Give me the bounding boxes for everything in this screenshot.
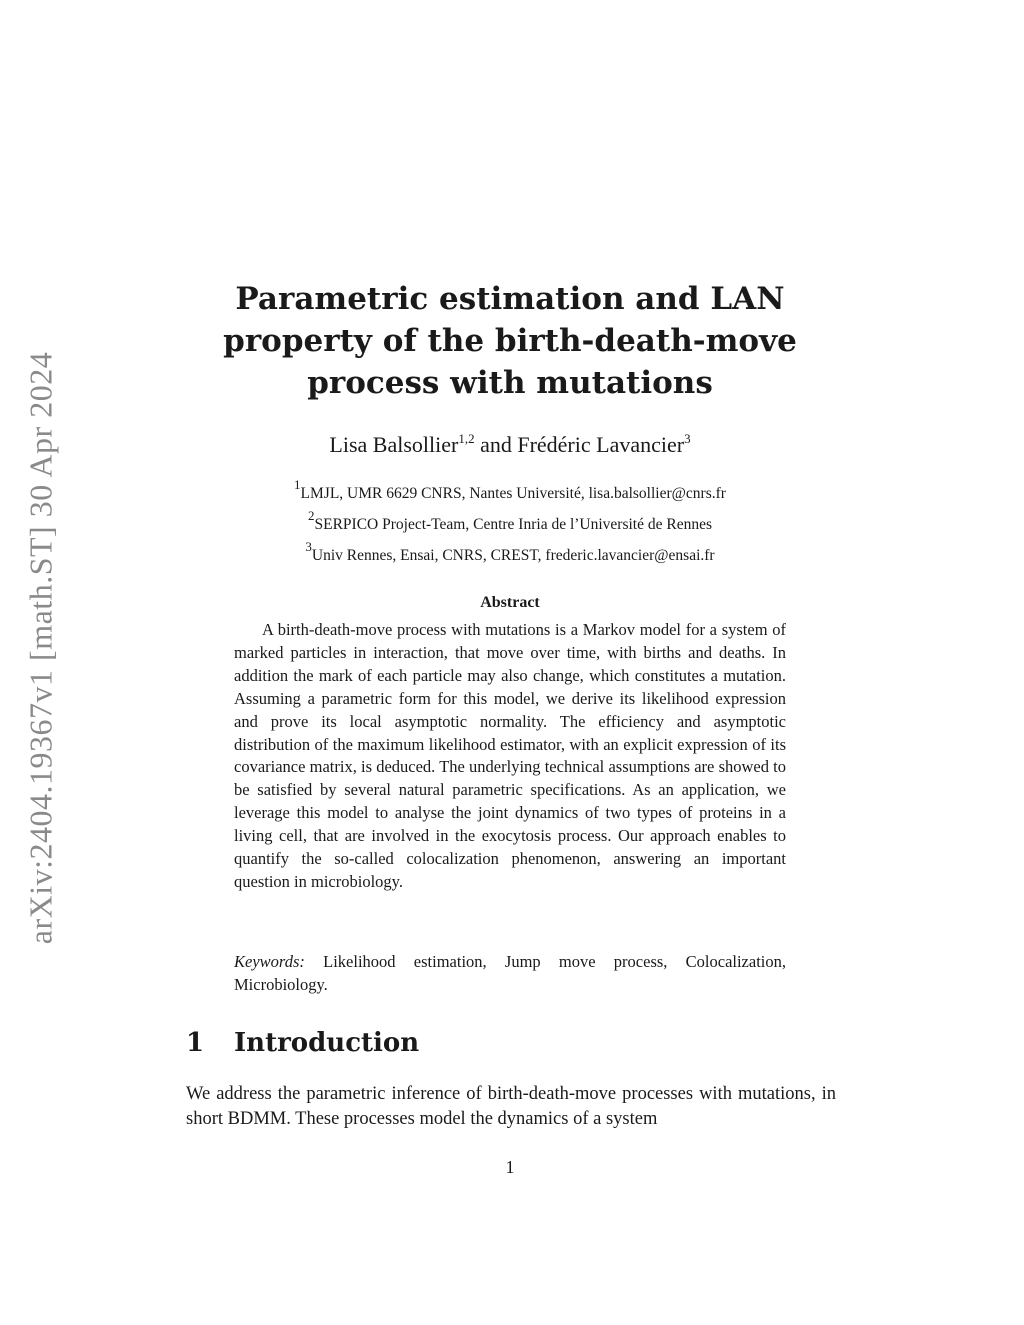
introduction-text: We address the parametric inference of birth-death-move processes with mutations, in short BDMM. These processes model the dynamics of a system: [186, 1084, 836, 1129]
affiliation-text: LMJL, UMR 6629 CNRS, Nantes Université, lisa.balsollier@cnrs.fr: [300, 485, 726, 502]
affiliation: [180, 508, 840, 534]
affiliation-mark: 3: [305, 539, 312, 554]
affiliation-mark: 2: [307, 508, 315, 523]
author-affiliation-mark: 3: [684, 431, 691, 446]
abstract-heading: Abstract: [480, 594, 540, 611]
arxiv-identifier: arXiv:2404.19367v1 [math.ST] 30 Apr 2024: [22, 351, 59, 945]
affiliation-text: SERPICO Project-Team, Centre Inria de l’Université de Rennes: [314, 516, 712, 533]
keywords-label: Keywords:: [234, 952, 305, 971]
section-number: 1: [186, 1028, 205, 1058]
keywords: [234, 951, 786, 997]
author-list: [180, 432, 840, 458]
page-number: 1: [505, 1157, 515, 1177]
affiliation-text: Univ Rennes, Ensai, CNRS, CREST, frederic.lavancier@ensai.fr: [311, 547, 715, 564]
affiliation: [180, 477, 840, 503]
title-line: property of the birth-death-move: [223, 323, 797, 359]
title-line: Parametric estimation and LAN: [235, 281, 785, 317]
paper-title: [180, 278, 840, 404]
section-title: Introduction: [234, 1028, 420, 1058]
affiliation-mark: 1: [294, 477, 301, 492]
keywords-text: Likelihood estimation, Jump move process, Colocalization, Microbiology.: [234, 952, 786, 994]
abstract-text: A birth-death-move process with mutations is a Markov model for a system of marked particles in interaction, that move over time, with births and deaths. In addition the mark of each particle may also change, which constitutes a mutation. Assuming a parametric form for this model, we derive its likelihood expression and prove its local asymptotic normality. The efficiency and asymptotic distribution of the maximum likelihood estimator, with an explicit expression of its covariance matrix, is deduced. The underlying technical assumptions are showed to be satisfied by several natural parametric specifications. As an application, we leverage this model to analyse the joint dynamics of two types of proteins in a living cell, that are involved in the exocytosis process. Our approach enables to quantify the so-called colocalization phenomenon, answering an important question in microbiology.: [234, 620, 786, 891]
author-name: Lisa Balsollier: [329, 432, 459, 457]
affiliation: [180, 539, 840, 565]
author-affiliation-mark: 1,2: [458, 431, 475, 446]
author-connector: and: [474, 432, 518, 457]
author-name: Frédéric Lavancier: [517, 432, 685, 457]
section-heading: [186, 1028, 419, 1058]
title-line: process with mutations: [307, 365, 713, 401]
